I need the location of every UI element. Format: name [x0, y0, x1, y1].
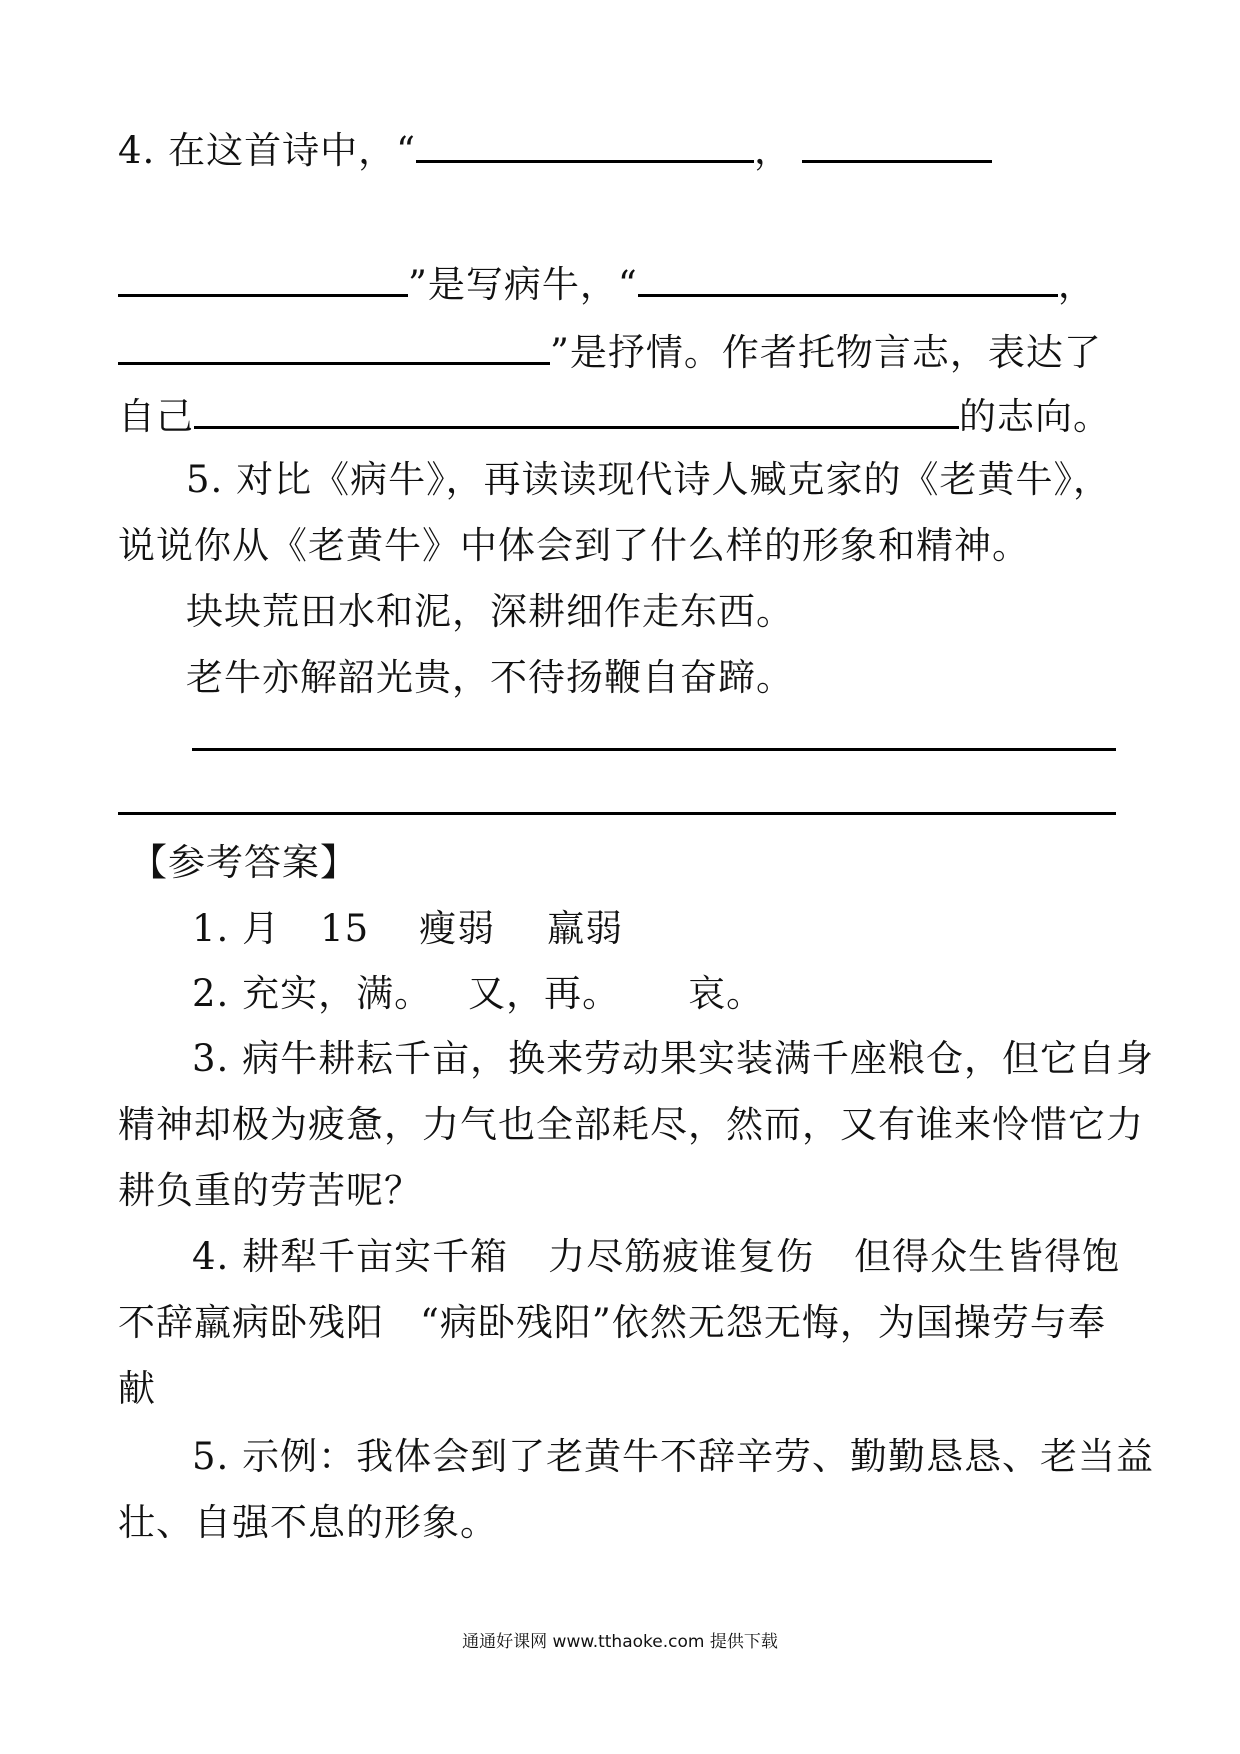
answer-blank[interactable] [118, 332, 550, 365]
q4-line-2 [118, 260, 1096, 310]
q4-line-3 [118, 328, 1102, 378]
answer-blank[interactable] [802, 130, 992, 163]
answer-4-line-3: 献 [118, 1367, 156, 1410]
q4-mid: ”是写病牛，“ [408, 263, 638, 306]
poem-line-1: 块块荒田水和泥，深耕细作走东西。 [186, 590, 794, 633]
answer-3-line-1: 3. 病牛耕耘千亩，换来劳动果实装满千座粮仓，但它自身 [192, 1037, 1155, 1080]
answer-2-part: 2. 充实，满。 [192, 972, 433, 1015]
answer-2 [192, 969, 764, 1019]
answers-heading: 【参考答案】 [130, 841, 358, 884]
answer-blank[interactable] [638, 264, 1058, 297]
q5-line-2: 说说你从《老黄牛》中体会到了什么样的形象和精神。 [118, 524, 1030, 567]
answer-line[interactable] [118, 812, 1116, 815]
page-footer: 通通好课网 www.tthaoke.com 提供下载 [462, 1632, 778, 1652]
answer-2-part: 哀。 [688, 972, 765, 1015]
answer-3-line-3: 耕负重的劳苦呢？ [118, 1169, 422, 1212]
q4-suffix: ”是抒情。作者托物言志，表达了 [550, 331, 1102, 374]
answer-1-part: 15 [320, 907, 370, 950]
answer-5-line-2: 壮、自强不息的形象。 [118, 1501, 498, 1544]
q4-comma: ， [753, 129, 792, 172]
answer-4-part: 不辞羸病卧残阳 [118, 1301, 384, 1344]
answer-line[interactable] [192, 748, 1116, 751]
answer-4-line-2 [118, 1298, 1106, 1348]
answer-1 [192, 904, 623, 954]
answer-4-part: 力尽筋疲谁复伤 [548, 1235, 815, 1278]
answer-2-part: 又，再。 [468, 972, 621, 1015]
answer-1-part: 1. 月 [192, 907, 281, 950]
q4-line4-prefix: 自己 [118, 395, 194, 438]
q4-line-4 [118, 392, 1111, 442]
answer-4-part: 但得众生皆得饱 [854, 1235, 1121, 1278]
answer-3-line-2: 精神却极为疲惫，力气也全部耗尽，然而，又有谁来怜惜它力 [118, 1103, 1144, 1146]
poem-line-2: 老牛亦解韶光贵，不待扬鞭自奋蹄。 [186, 656, 794, 699]
answer-4-part: “病卧残阳”依然无怨无悔，为国操劳与奉 [420, 1301, 1106, 1344]
answer-1-part: 羸弱 [547, 907, 624, 950]
answer-blank[interactable] [118, 264, 408, 297]
answer-blank[interactable] [194, 396, 959, 429]
answer-blank[interactable] [416, 130, 754, 163]
q4-line-1 [118, 126, 992, 176]
answer-4-part: 4. 耕犁千亩实千箱 [192, 1235, 509, 1278]
q4-comma: ， [1057, 263, 1096, 306]
answer-4-line-1 [192, 1232, 1120, 1282]
q4-line4-suffix: 的志向。 [959, 395, 1111, 438]
answer-5-line-1: 5. 示例：我体会到了老黄牛不辞辛劳、勤勤恳恳、老当益 [192, 1435, 1155, 1478]
q4-prefix: 4. 在这首诗中，“ [118, 129, 416, 172]
answer-1-part: 瘦弱 [419, 907, 496, 950]
q5-line-1: 5. 对比《病牛》，再读读现代诗人臧克家的《老黄牛》， [186, 458, 1112, 501]
